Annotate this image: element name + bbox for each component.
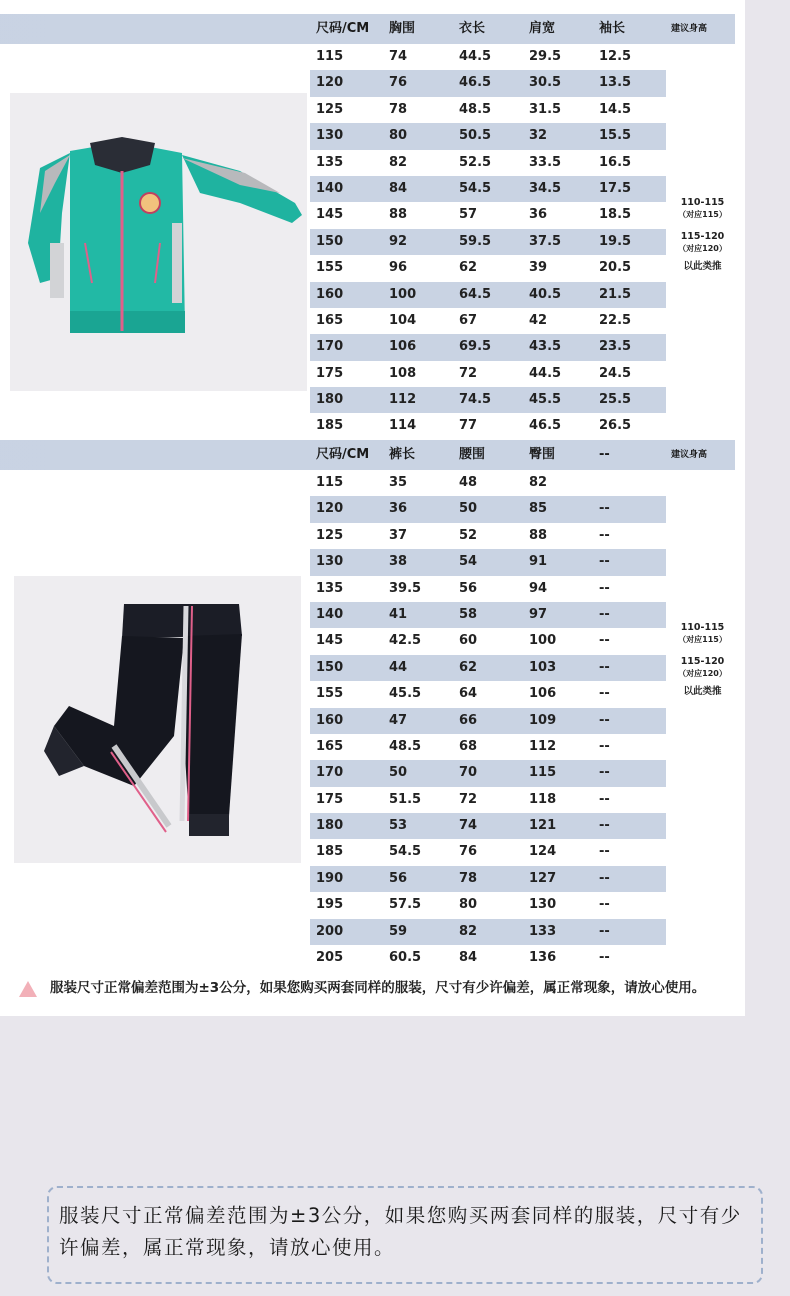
jacket-header-size: 尺码/CM bbox=[316, 21, 370, 36]
table-cell: 76 bbox=[389, 75, 408, 91]
table-cell: 112 bbox=[529, 738, 557, 754]
warning-text: 服装尺寸正常偏差范围为±3公分，如果您购买两套同样的服装，尺寸有少许偏差，属正常现象，请放心使用。 bbox=[50, 980, 706, 996]
table-row bbox=[310, 945, 666, 971]
table-cell: -- bbox=[599, 686, 610, 702]
table-cell: 50 bbox=[389, 765, 408, 781]
pants-header-size: 尺码/CM bbox=[316, 447, 370, 462]
table-cell: -- bbox=[599, 738, 610, 754]
table-cell: 48.5 bbox=[459, 101, 492, 117]
table-cell: 150 bbox=[316, 659, 344, 675]
table-row bbox=[310, 787, 666, 813]
table-cell: 175 bbox=[316, 791, 344, 807]
pants-photo bbox=[14, 576, 301, 863]
table-row bbox=[310, 229, 666, 255]
table-cell: 76 bbox=[459, 844, 478, 860]
table-cell: 32 bbox=[529, 128, 548, 144]
table-cell: 133 bbox=[529, 923, 557, 939]
table-cell: 91 bbox=[529, 554, 548, 570]
table-cell: 150 bbox=[316, 233, 344, 249]
table-row bbox=[310, 123, 666, 149]
table-cell: 30.5 bbox=[529, 75, 562, 91]
note-box bbox=[47, 1186, 763, 1284]
table-cell: 14.5 bbox=[599, 101, 632, 117]
table-cell: 72 bbox=[459, 365, 478, 381]
table-row bbox=[310, 681, 666, 707]
table-cell: 165 bbox=[316, 738, 344, 754]
jacket-header-length: 衣长 bbox=[459, 21, 486, 36]
table-cell: 88 bbox=[389, 207, 408, 223]
table-cell: 44.5 bbox=[529, 365, 562, 381]
table-cell: -- bbox=[599, 712, 610, 728]
table-cell: 114 bbox=[389, 418, 417, 434]
warning-triangle-icon bbox=[18, 980, 38, 1002]
table-cell: 52 bbox=[459, 527, 478, 543]
pants-header-length: 裤长 bbox=[389, 447, 416, 462]
table-cell: 135 bbox=[316, 154, 344, 170]
table-cell: 74 bbox=[389, 49, 408, 64]
table-cell: -- bbox=[599, 950, 610, 966]
table-cell: 51.5 bbox=[389, 791, 422, 807]
jacket-header-sleeve: 袖长 bbox=[599, 21, 626, 36]
table-cell: -- bbox=[599, 844, 610, 860]
table-cell: 56 bbox=[389, 870, 408, 886]
table-cell: 44 bbox=[389, 659, 408, 675]
table-cell: 121 bbox=[529, 818, 557, 834]
table-cell: 56 bbox=[459, 580, 478, 596]
table-cell: 57.5 bbox=[389, 897, 422, 913]
table-cell: 60 bbox=[459, 633, 478, 649]
table-cell: 21.5 bbox=[599, 286, 632, 302]
table-cell: 13.5 bbox=[599, 75, 632, 91]
jacket-height-note bbox=[670, 197, 735, 273]
table-cell: 20.5 bbox=[599, 260, 632, 276]
table-cell: -- bbox=[599, 659, 610, 675]
table-cell: 19.5 bbox=[599, 233, 632, 249]
table-cell: 200 bbox=[316, 923, 344, 939]
pants-header-band bbox=[0, 440, 735, 470]
table-cell: 12.5 bbox=[599, 49, 632, 64]
table-cell: 140 bbox=[316, 606, 344, 622]
jacket-image bbox=[10, 93, 307, 391]
table-cell: 48.5 bbox=[389, 738, 422, 754]
table-cell: 42.5 bbox=[389, 633, 422, 649]
table-cell: 180 bbox=[316, 818, 344, 834]
jacket-header-height: 建议身高 bbox=[671, 24, 708, 34]
table-cell: 112 bbox=[389, 392, 417, 408]
table-cell: 62 bbox=[459, 659, 478, 675]
table-cell: 37.5 bbox=[529, 233, 562, 249]
table-cell: 100 bbox=[529, 633, 557, 649]
pants-height-etc: 以此类推 bbox=[683, 686, 722, 697]
table-cell: 72 bbox=[459, 791, 478, 807]
table-row bbox=[310, 470, 666, 496]
table-cell: 74 bbox=[459, 818, 478, 834]
table-cell: 118 bbox=[529, 791, 557, 807]
table-cell: 23.5 bbox=[599, 339, 632, 355]
table-row bbox=[310, 150, 666, 176]
jacket-photo bbox=[10, 93, 307, 391]
table-cell: 124 bbox=[529, 844, 557, 860]
table-row bbox=[310, 839, 666, 865]
table-cell: 48 bbox=[459, 475, 478, 490]
table-row bbox=[310, 523, 666, 549]
table-row bbox=[310, 628, 666, 654]
jacket-height-corr-1: （对应115） bbox=[678, 210, 727, 219]
table-cell: 67 bbox=[459, 312, 478, 328]
table-cell: 74.5 bbox=[459, 392, 492, 408]
table-cell: 100 bbox=[389, 286, 417, 302]
table-cell: 108 bbox=[389, 365, 417, 381]
table-cell: 39.5 bbox=[389, 580, 422, 596]
table-cell: 17.5 bbox=[599, 180, 632, 196]
table-row bbox=[310, 813, 666, 839]
table-cell: 59.5 bbox=[459, 233, 492, 249]
table-row bbox=[310, 334, 666, 360]
table-row bbox=[310, 44, 666, 70]
table-cell: 54 bbox=[459, 554, 478, 570]
table-cell: 104 bbox=[389, 312, 417, 328]
table-cell: 120 bbox=[316, 75, 344, 91]
table-cell: 82 bbox=[389, 154, 408, 170]
table-cell: 42 bbox=[529, 312, 548, 328]
jacket-height-etc: 以此类推 bbox=[683, 261, 722, 272]
table-row bbox=[310, 202, 666, 228]
table-cell: 38 bbox=[389, 554, 408, 570]
table-cell: 82 bbox=[459, 923, 478, 939]
table-cell: 33.5 bbox=[529, 154, 562, 170]
table-cell: 130 bbox=[529, 897, 557, 913]
table-row bbox=[310, 282, 666, 308]
pants-height-corr-2: （对应120） bbox=[678, 669, 727, 678]
table-row bbox=[310, 549, 666, 575]
table-cell: 84 bbox=[389, 180, 408, 196]
jacket-height-corr-2: （对应120） bbox=[678, 244, 727, 253]
table-row bbox=[310, 892, 666, 918]
table-cell: 145 bbox=[316, 207, 344, 223]
table-cell: 135 bbox=[316, 580, 344, 596]
table-cell: 46.5 bbox=[459, 75, 492, 91]
pants-header-extra: -- bbox=[599, 447, 610, 462]
table-cell: 115 bbox=[529, 765, 557, 781]
table-cell: 31.5 bbox=[529, 101, 562, 117]
table-cell: -- bbox=[599, 818, 610, 834]
table-cell: 35 bbox=[389, 475, 408, 490]
table-cell: 109 bbox=[529, 712, 557, 728]
jacket-height-range-2: 115-120 bbox=[680, 231, 725, 242]
table-cell: 175 bbox=[316, 365, 344, 381]
table-cell: 80 bbox=[459, 897, 478, 913]
table-cell: 36 bbox=[529, 207, 548, 223]
pants-size-table bbox=[310, 470, 666, 971]
table-cell: 78 bbox=[459, 870, 478, 886]
table-cell: 36 bbox=[389, 501, 408, 517]
table-cell: 43.5 bbox=[529, 339, 562, 355]
table-cell: 16.5 bbox=[599, 154, 632, 170]
jacket-size-table bbox=[310, 44, 666, 440]
table-cell: 70 bbox=[459, 765, 478, 781]
table-cell: 68 bbox=[459, 738, 478, 754]
table-cell: 46.5 bbox=[529, 418, 562, 434]
jacket-height-range-1: 110-115 bbox=[680, 197, 725, 208]
table-cell: 190 bbox=[316, 870, 344, 886]
table-cell: 24.5 bbox=[599, 365, 632, 381]
table-cell: 64 bbox=[459, 686, 478, 702]
table-cell: 53 bbox=[389, 818, 408, 834]
table-cell: 170 bbox=[316, 765, 344, 781]
table-row bbox=[310, 919, 666, 945]
table-cell: 64.5 bbox=[459, 286, 492, 302]
table-cell: 155 bbox=[316, 686, 344, 702]
table-cell: -- bbox=[599, 765, 610, 781]
table-cell: 60.5 bbox=[389, 950, 422, 966]
table-cell: -- bbox=[599, 527, 610, 543]
table-cell: 15.5 bbox=[599, 128, 632, 144]
table-cell: -- bbox=[599, 554, 610, 570]
table-cell: 106 bbox=[529, 686, 557, 702]
pants-height-range-1: 110-115 bbox=[680, 622, 725, 633]
table-cell: -- bbox=[599, 923, 610, 939]
table-cell: 115 bbox=[316, 49, 344, 64]
table-cell: 40.5 bbox=[529, 286, 562, 302]
table-row bbox=[310, 361, 666, 387]
table-cell: 41 bbox=[389, 606, 408, 622]
table-cell: 34.5 bbox=[529, 180, 562, 196]
table-row bbox=[310, 734, 666, 760]
table-cell: 170 bbox=[316, 339, 344, 355]
table-cell: 50.5 bbox=[459, 128, 492, 144]
table-cell: -- bbox=[599, 897, 610, 913]
table-cell: 59 bbox=[389, 923, 408, 939]
pants-header-height: 建议身高 bbox=[671, 450, 708, 460]
table-row bbox=[310, 255, 666, 281]
table-row bbox=[310, 413, 666, 439]
table-cell: -- bbox=[599, 870, 610, 886]
table-cell: 29.5 bbox=[529, 49, 562, 64]
table-cell: 185 bbox=[316, 844, 344, 860]
table-cell: 120 bbox=[316, 501, 344, 517]
table-cell: 185 bbox=[316, 418, 344, 434]
jacket-header-band bbox=[0, 14, 735, 44]
table-cell: 44.5 bbox=[459, 49, 492, 64]
jacket-header-chest: 胸围 bbox=[389, 21, 416, 36]
table-cell: 84 bbox=[459, 950, 478, 966]
table-cell: 50 bbox=[459, 501, 478, 517]
table-row bbox=[310, 176, 666, 202]
table-cell: 88 bbox=[529, 527, 548, 543]
table-cell: 69.5 bbox=[459, 339, 492, 355]
table-cell: -- bbox=[599, 580, 610, 596]
table-cell: 54.5 bbox=[389, 844, 422, 860]
table-cell: -- bbox=[599, 501, 610, 517]
table-cell: 22.5 bbox=[599, 312, 632, 328]
table-row bbox=[310, 866, 666, 892]
table-cell: 57 bbox=[459, 207, 478, 223]
table-cell: -- bbox=[599, 791, 610, 807]
table-cell: 85 bbox=[529, 501, 548, 517]
table-cell: 195 bbox=[316, 897, 344, 913]
table-row bbox=[310, 308, 666, 334]
table-cell: 52.5 bbox=[459, 154, 492, 170]
jacket-header-shoulder: 肩宽 bbox=[529, 21, 556, 36]
pants-height-note bbox=[670, 622, 735, 698]
table-row bbox=[310, 387, 666, 413]
table-cell: 115 bbox=[316, 475, 344, 490]
table-cell: 54.5 bbox=[459, 180, 492, 196]
table-cell: 130 bbox=[316, 128, 344, 144]
table-row bbox=[310, 602, 666, 628]
table-cell: 155 bbox=[316, 260, 344, 276]
table-cell: 136 bbox=[529, 950, 557, 966]
table-cell: 140 bbox=[316, 180, 344, 196]
pants-header-waist: 腰围 bbox=[459, 447, 486, 462]
table-row bbox=[310, 708, 666, 734]
table-cell: 25.5 bbox=[599, 392, 632, 408]
table-cell: 18.5 bbox=[599, 207, 632, 223]
pants-image bbox=[14, 576, 301, 863]
table-cell: 62 bbox=[459, 260, 478, 276]
table-cell: 96 bbox=[389, 260, 408, 276]
table-cell: 80 bbox=[389, 128, 408, 144]
pants-height-range-2: 115-120 bbox=[680, 656, 725, 667]
table-cell: 106 bbox=[389, 339, 417, 355]
table-row bbox=[310, 760, 666, 786]
table-cell: -- bbox=[599, 606, 610, 622]
table-row bbox=[310, 496, 666, 522]
table-cell: 47 bbox=[389, 712, 408, 728]
table-cell: 26.5 bbox=[599, 418, 632, 434]
table-cell: 94 bbox=[529, 580, 548, 596]
table-cell: 165 bbox=[316, 312, 344, 328]
table-cell: 82 bbox=[529, 475, 548, 490]
table-cell: 37 bbox=[389, 527, 408, 543]
pants-header-hip: 臀围 bbox=[529, 447, 556, 462]
table-cell: 160 bbox=[316, 712, 344, 728]
table-cell: 58 bbox=[459, 606, 478, 622]
table-cell: 180 bbox=[316, 392, 344, 408]
table-cell: 160 bbox=[316, 286, 344, 302]
table-cell: 45.5 bbox=[389, 686, 422, 702]
table-cell: 77 bbox=[459, 418, 478, 434]
table-cell: 103 bbox=[529, 659, 557, 675]
table-cell: 97 bbox=[529, 606, 548, 622]
table-row bbox=[310, 576, 666, 602]
note-text: 服装尺寸正常偏差范围为±3公分，如果您购买两套同样的服装，尺寸有少许偏差，属正常现象，请放心使用。 bbox=[59, 1204, 742, 1259]
table-row bbox=[310, 97, 666, 123]
table-cell: 45.5 bbox=[529, 392, 562, 408]
table-cell: -- bbox=[599, 633, 610, 649]
pants-height-corr-1: （对应115） bbox=[678, 635, 727, 644]
table-cell: 125 bbox=[316, 527, 344, 543]
table-cell: 145 bbox=[316, 633, 344, 649]
table-cell: 130 bbox=[316, 554, 344, 570]
table-cell: 66 bbox=[459, 712, 478, 728]
table-cell: 127 bbox=[529, 870, 557, 886]
table-cell: 92 bbox=[389, 233, 408, 249]
table-cell: 39 bbox=[529, 260, 548, 276]
table-row bbox=[310, 70, 666, 96]
table-cell: 125 bbox=[316, 101, 344, 117]
table-row bbox=[310, 655, 666, 681]
table-cell: 205 bbox=[316, 950, 344, 966]
table-cell: 78 bbox=[389, 101, 408, 117]
